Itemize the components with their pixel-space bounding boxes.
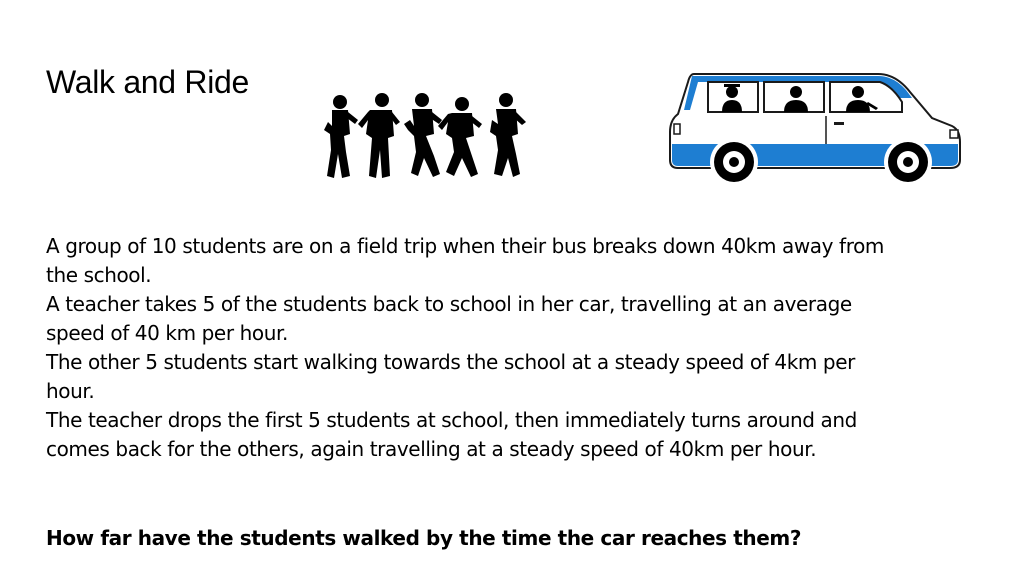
paragraph-teacher-car: A teacher takes 5 of the students back to school in her car, travelling at an average speed of 40 km per hour.: [46, 292, 852, 345]
paragraph-breakdown: A group of 10 students are on a field trip when their bus breaks down 40km away from the school.: [46, 234, 885, 287]
walking-students-silhouette-icon: [322, 90, 530, 180]
van-wheel-rear: [710, 138, 758, 186]
paragraph-walking: The other 5 students start walking towards the school at a steady speed of 4km per hour.: [46, 350, 855, 403]
van-wheel-front: [884, 138, 932, 186]
paragraph-return: The teacher drops the first 5 students at school, then immediately turns around and comes back for the others, again travelling at a steady speed of 40km per hour.: [46, 408, 857, 461]
walker-figure-4: [438, 97, 482, 177]
question-text: How far have the students walked by the time the car reaches them?: [46, 526, 802, 550]
blue-white-van-with-passengers-icon: [664, 64, 970, 190]
walker-figure-2: [358, 93, 400, 178]
walker-figure-3: [404, 93, 442, 177]
problem-statement: [46, 232, 946, 464]
walker-figure-1: [324, 95, 358, 178]
walker-figure-5: [490, 93, 526, 177]
slide-title: Walk and Ride: [46, 64, 250, 100]
